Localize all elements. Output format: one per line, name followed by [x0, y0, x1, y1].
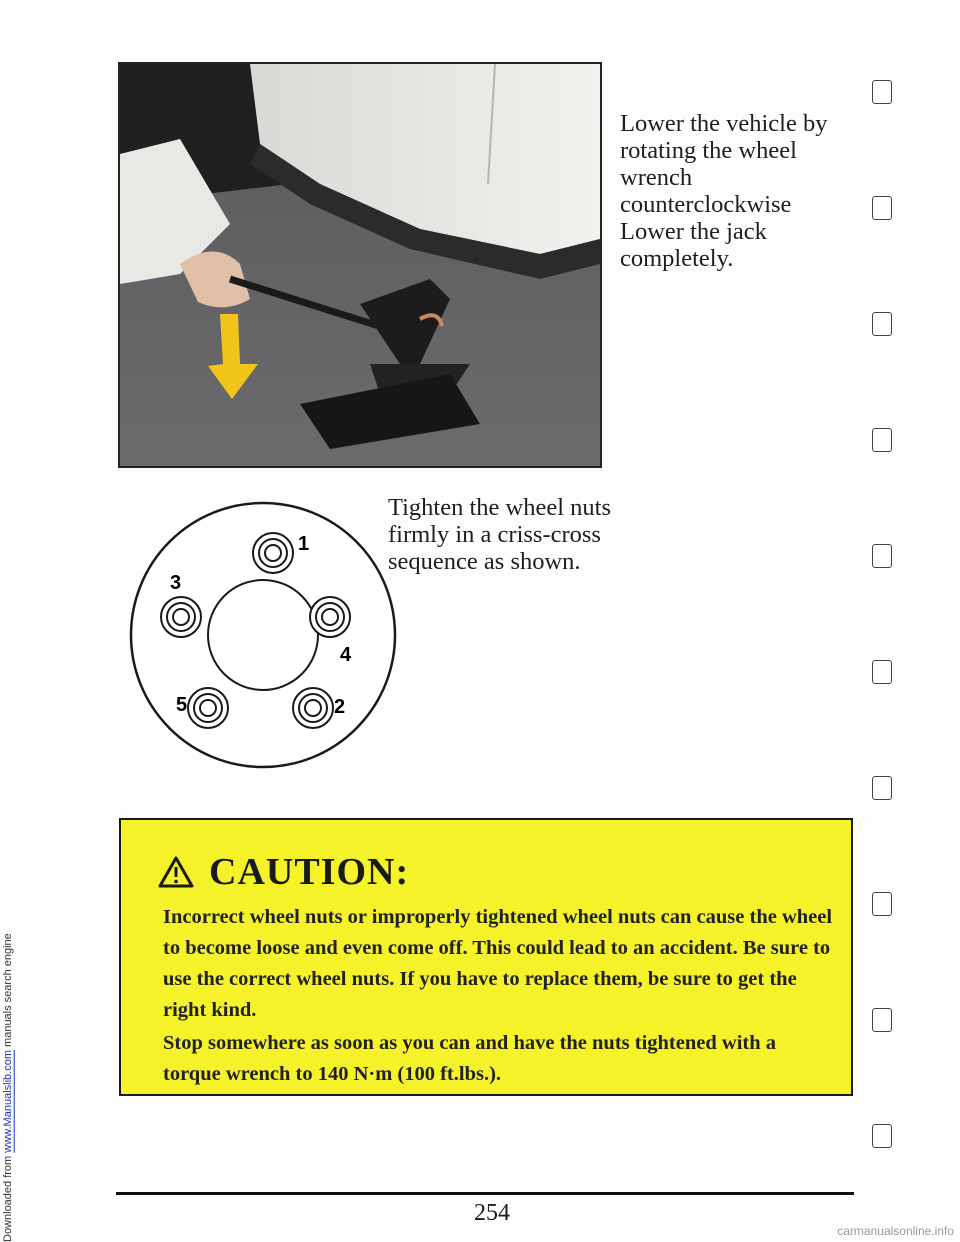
wheel-nut-sequence-diagram: [128, 495, 398, 770]
section-tab: [872, 892, 892, 916]
jack-lowering-photo: [118, 62, 602, 468]
lower-vehicle-instruction: Lower the vehicle by rotating the wheel wrench counterclockwise Lower the jack completely.: [620, 110, 828, 272]
wheel-nut-4-icon: [310, 597, 350, 637]
section-tab: [872, 1008, 892, 1032]
section-tab: [872, 196, 892, 220]
wheel-center-hub: [208, 580, 318, 690]
section-tab: [872, 428, 892, 452]
wheel-nut-2-icon: [293, 688, 333, 728]
caution-heading: [157, 850, 409, 894]
nut-label-1: 1: [298, 533, 310, 555]
download-prefix: Downloaded from: [2, 1152, 14, 1242]
section-tab: [872, 776, 892, 800]
section-tab: [872, 1124, 892, 1148]
section-tab: [872, 312, 892, 336]
nut-label-3: 3: [170, 572, 182, 594]
page-number: 254: [474, 1200, 510, 1226]
wheel-nut-3-icon: [161, 597, 201, 637]
caution-box: [119, 818, 853, 1096]
download-suffix: manuals search engine: [2, 933, 14, 1051]
wheel-hub-diagram: [128, 495, 398, 770]
watermark: carmanualsonline.info: [837, 1224, 954, 1238]
caution-title-text: CAUTION:: [209, 851, 410, 893]
caution-paragraph-1: Incorrect wheel nuts or improperly tightened wheel nuts can cause the wheel to become loose and even come off. This could lead to an accident. Be sure to use the correct wheel nuts. If you have to replace them, be sure to get the right kind.: [163, 906, 833, 1021]
download-source-label: [2, 0, 16, 1242]
footer-rule: [116, 1192, 854, 1195]
manualslib-link[interactable]: www.Manualslib.com: [2, 1050, 14, 1153]
caution-paragraph-2: Stop somewhere as soon as you can and have the nuts tightened with a torque wrench to 140 N·m (100 ft.lbs.).: [163, 1032, 776, 1085]
section-tab: [872, 660, 892, 684]
warning-triangle-icon: [157, 855, 195, 889]
section-tab: [872, 544, 892, 568]
section-tab: [872, 80, 892, 104]
section-tab-markers: [872, 80, 894, 1200]
wheel-nut-1-icon: [253, 533, 293, 573]
nut-label-2: 2: [334, 696, 346, 718]
tighten-nuts-instruction: Tighten the wheel nuts firmly in a criss-cross sequence as shown.: [388, 494, 611, 575]
wheel-nut-5-icon: [188, 688, 228, 728]
jack-photo-illustration: [120, 64, 600, 466]
nut-label-5: 5: [176, 694, 188, 716]
nut-label-4: 4: [340, 644, 352, 666]
